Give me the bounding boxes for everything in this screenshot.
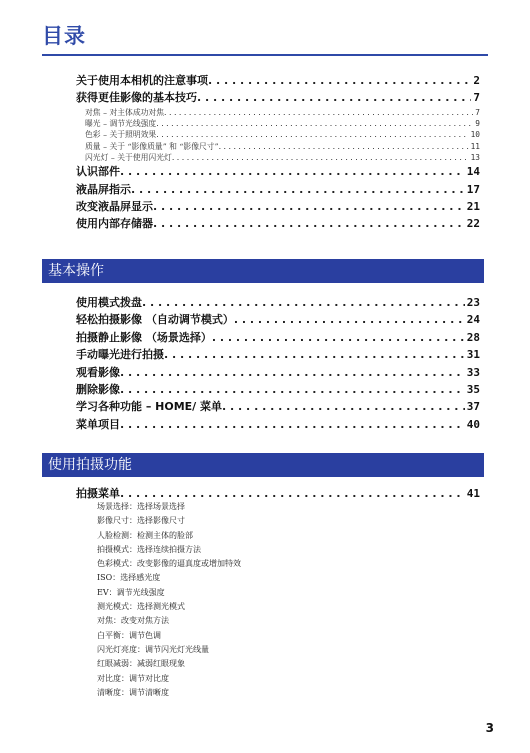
toc-subentry[interactable] <box>76 107 480 118</box>
list-item: 色彩模式：改变影像的逼真度或增加特效 <box>97 559 241 569</box>
toc-entry-label: 对焦 – 对主体成功对焦 <box>85 107 165 117</box>
section-heading-shooting: 使用拍摄功能 <box>42 453 484 477</box>
toc-entry-label: 手动曝光进行拍摄 <box>76 348 164 362</box>
list-item: 场景选择：选择场景选择 <box>97 502 185 511</box>
leader-dots <box>164 107 473 118</box>
list-item: EV：调节光线强度 <box>97 587 165 597</box>
toc-section-basic <box>76 294 480 433</box>
toc-entry-page: 28 <box>466 330 480 344</box>
leader-dots <box>234 311 465 328</box>
toc-entry-label: 轻松拍摄影像 （自动调节模式） <box>76 313 234 327</box>
toc-entry-page: 31 <box>466 348 480 362</box>
toc-entry-page: 14 <box>466 165 480 179</box>
leader-dots <box>156 129 468 140</box>
toc-entry-label: 闪光灯 – 关于使用闪光灯 <box>85 152 172 162</box>
toc-entry[interactable] <box>76 381 480 398</box>
toc-entry[interactable] <box>76 163 480 180</box>
toc-entry[interactable] <box>76 72 480 89</box>
toc-subentry[interactable] <box>76 141 480 152</box>
leader-dots <box>153 215 465 232</box>
list-item: ISO：选择感光度 <box>97 573 161 583</box>
list-item: 白平衡：调节色调 <box>97 630 161 640</box>
toc-entry-page: 41 <box>466 487 480 500</box>
toc-entry-label: 质量 – 关于 “影像质量” 和 “影像尺寸” <box>85 141 219 151</box>
toc-entry[interactable] <box>76 346 480 363</box>
section-heading-basic: 基本操作 <box>42 259 484 283</box>
toc-entry-label: 认识部件 <box>76 165 120 179</box>
toc-entry-label: 删除影像 <box>76 382 120 396</box>
list-item: 影像尺寸：选择影像尺寸 <box>97 516 185 526</box>
toc-entry[interactable] <box>76 311 480 328</box>
toc-entry-page: 2 <box>473 74 480 87</box>
toc-entry[interactable] <box>76 294 480 311</box>
toc-entry-label: 液晶屏指示 <box>76 182 131 196</box>
toc-entry-label: 改变液晶屏显示 <box>76 200 153 214</box>
toc-entry-label: 使用内部存储器 <box>76 217 153 231</box>
toc-entry-label: 学习各种功能 – HOME/ 菜单 <box>76 400 223 414</box>
leader-dots <box>197 89 471 106</box>
toc-entry[interactable] <box>76 215 480 232</box>
shooting-menu-items <box>97 500 241 700</box>
toc-entry-label: 拍摄静止影像 （场景选择） <box>76 330 212 344</box>
leader-dots <box>153 198 465 215</box>
list-item: 红眼减弱：减弱红眼现象 <box>97 659 185 669</box>
list-item: 对焦：改变对焦方法 <box>97 616 169 626</box>
toc-entry[interactable] <box>76 329 480 346</box>
page-number: 3 <box>485 721 494 735</box>
toc-entry-page: 37 <box>466 400 480 414</box>
list-item: 对比度：调节对比度 <box>97 673 169 683</box>
toc-entry-page: 13 <box>470 152 480 162</box>
leader-dots <box>120 364 465 381</box>
toc-entry-page: 21 <box>466 200 480 214</box>
list-item: 拍摄模式：选择连续拍摄方法 <box>97 544 201 554</box>
toc-entry-page: 40 <box>466 417 480 431</box>
leader-dots <box>120 416 465 433</box>
list-item: 人脸检测：检测主体的脸部 <box>97 530 193 540</box>
toc-entry-page: 10 <box>470 130 480 140</box>
list-item: 测光模式：选择测光模式 <box>97 602 185 612</box>
toc-entry-label: 色彩 – 关于照明效果 <box>85 130 157 140</box>
leader-dots <box>131 181 465 198</box>
toc-entry[interactable] <box>76 181 480 198</box>
leader-dots <box>142 294 465 311</box>
toc-entry-page: 24 <box>466 313 480 327</box>
toc-entry-page: 33 <box>466 365 480 379</box>
toc-entry-page: 7 <box>475 107 480 117</box>
toc-subentry[interactable] <box>76 152 480 163</box>
toc-entry-label: 关于使用本相机的注意事项 <box>76 74 208 87</box>
list-item: 清晰度：调节清晰度 <box>97 687 169 697</box>
toc-entry-label: 观看影像 <box>76 365 120 379</box>
toc-section-intro <box>76 72 480 233</box>
leader-dots <box>222 398 465 415</box>
toc-entry[interactable] <box>76 398 480 415</box>
leader-dots <box>212 329 465 346</box>
toc-entry[interactable] <box>76 198 480 215</box>
toc-entry-page: 22 <box>466 217 480 231</box>
toc-entry-label: 曝光 – 调节光线强度 <box>85 119 157 129</box>
toc-entry[interactable] <box>76 364 480 381</box>
toc-subentry[interactable] <box>76 129 480 140</box>
toc-entry-page: 7 <box>473 91 480 105</box>
toc-entry-label: 拍摄菜单 <box>76 487 120 500</box>
toc-entry-page: 23 <box>466 296 480 309</box>
toc-entry-page: 17 <box>466 182 480 196</box>
leader-dots <box>164 346 465 363</box>
leader-dots <box>120 163 465 180</box>
toc-entry-label: 获得更佳影像的基本技巧 <box>76 91 197 105</box>
leader-dots <box>219 141 469 152</box>
leader-dots <box>156 118 473 129</box>
toc-entry[interactable] <box>76 416 480 433</box>
leader-dots <box>208 72 471 89</box>
toc-entry-label: 菜单项目 <box>76 417 120 431</box>
toc-entry-page: 35 <box>466 382 480 396</box>
page-title: 目录 <box>42 24 86 48</box>
toc-entry[interactable] <box>76 89 480 106</box>
toc-subentry[interactable] <box>76 118 480 129</box>
title-divider <box>42 54 488 56</box>
leader-dots <box>172 152 469 163</box>
toc-entry-label: 使用模式拨盘 <box>76 296 142 309</box>
toc-entry-page: 11 <box>470 141 480 151</box>
list-item: 闪光灯亮度：调节闪光灯光线量 <box>97 644 209 654</box>
leader-dots <box>120 381 465 398</box>
toc-entry-page: 9 <box>475 119 480 129</box>
